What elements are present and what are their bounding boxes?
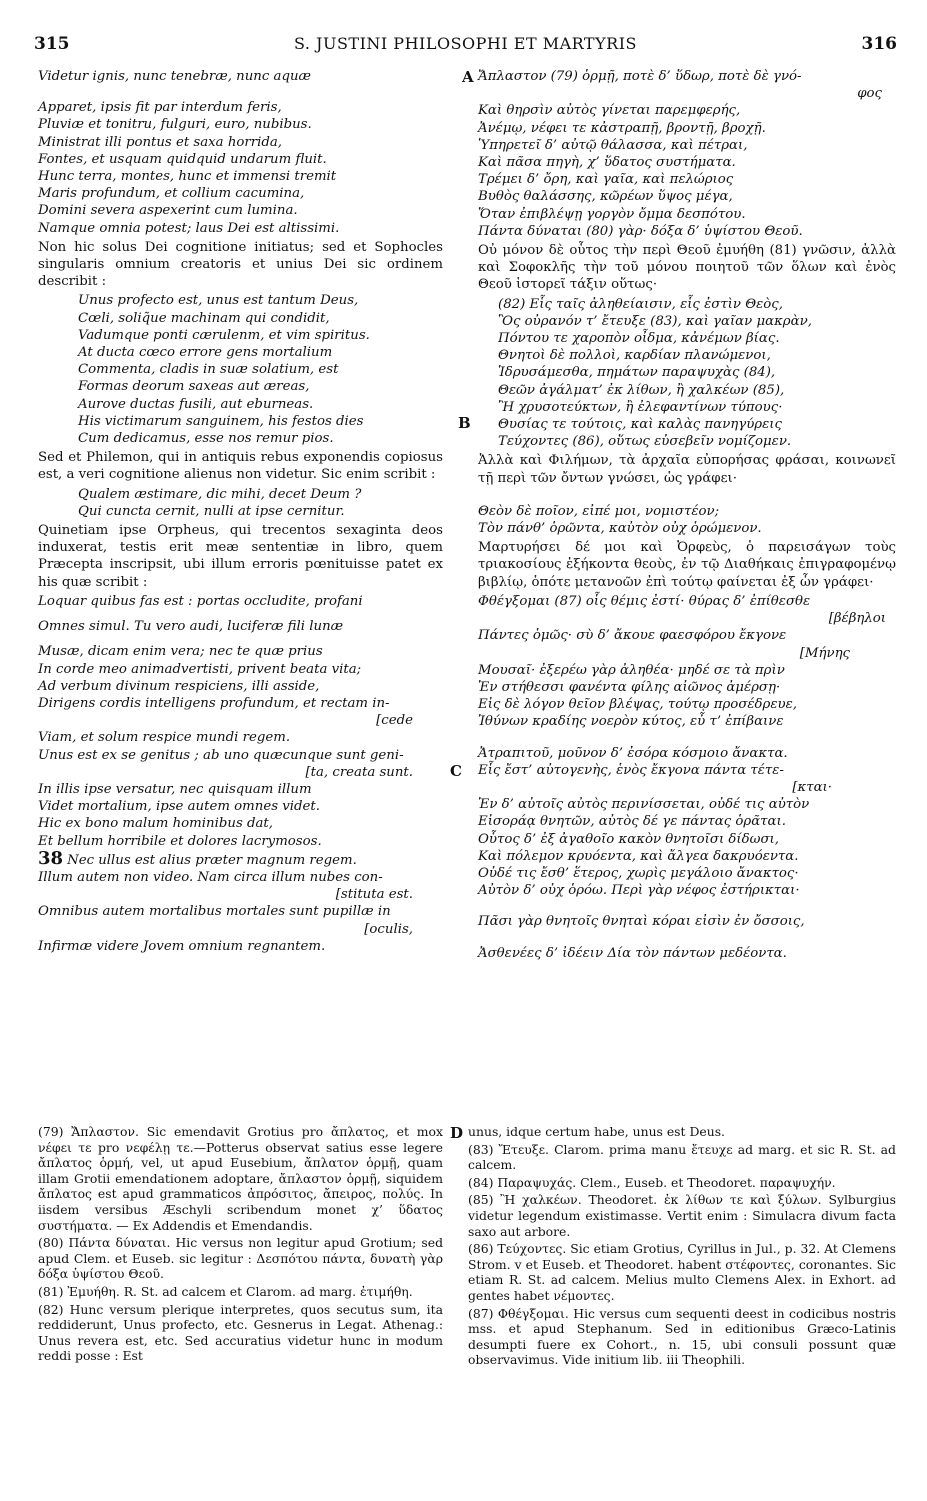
verse-line: Namque omnia potest; laus Dei est altissimi. [38, 220, 340, 236]
footnote: (87) Φθέγξομαι. Hic versus cum sequenti deest in codicibus nostris mss. et apud Stephanum. Sed in editionibus Græco-Latinis desumpti fuere ex Cohort., n. 15, ubi consuli possunt quæ observavimus. Vide initium lib. iii Theophili. [468, 1305, 896, 1368]
page-number-left: 315 [34, 34, 70, 54]
verse-line: Ἰθύνων κραδίης νοερὸν κύτος, εὖ τ’ ἐπίβαινε [478, 714, 784, 730]
verse-line: Videtur ignis, nunc tenebræ, nunc aquæ [38, 69, 312, 84]
verse-line: Καὶ πόλεμον κρυόεντα, καὶ ἄλγεα δακρυόεντα. [478, 848, 799, 864]
verse-line: Qualem æstimare, dic mihi, decet Deum ? [78, 486, 362, 502]
latin-prose-philemon-intro: Sed et Philemon, qui in antiquis rebus exponendis copiosus est, a veri cognitione alienus non videtur. Sic enim scribit : [38, 450, 443, 483]
latin-verse-aeschylus [38, 68, 443, 237]
verse-line: Φθέγξομαι (87) οἷς θέμις ἐστί· θύρας δ’ ἐπίθεσθε [478, 593, 811, 609]
verse-line: Θνητοὶ δὲ πολλοὶ, καρδίαν πλανώμενοι, [498, 348, 771, 364]
verse-line: In illis ipse versatur, nec quisquam illum [38, 781, 312, 797]
verse-line: In corde meo animadvertisti, privent beata vita; [38, 661, 362, 677]
verse-line: Maris profundum, et collium cacumina, [38, 186, 305, 202]
verse-line: Πάντα δύναται (80) γὰρ· δόξα δ’ ὑψίστου Θεοῦ. [478, 223, 803, 239]
margin-letter-d: D [450, 1124, 464, 1142]
verse-line: Ἐν δ’ αὐτοῖς αὐτὸς περινίσσεται, οὐδέ τις αὐτὸν [478, 797, 810, 813]
verse-line: Ἱδρυσάμεσθα, πημάτων παραψυχὰς (84), [498, 365, 776, 381]
verse-line: Fontes, et usquam quidquid undarum fluit. [38, 151, 327, 167]
verse-line: Et bellum horribile et dolores lacrymosos. [38, 833, 322, 849]
verse-line: Βυθὸς θαλάσσης, κῶρέων ὕψος μέγα, [478, 189, 733, 205]
verse-line: Εἰς δὲ λόγον θεῖον βλέψας, τούτῳ προσέδρευε, [478, 697, 797, 713]
verse-line: Hunc terra, montes, hunc et immensi tremit [38, 169, 337, 185]
margin-letter-a: A [462, 68, 474, 86]
verse-line: Καὶ πᾶσα πηγὴ, χ’ ὕδατος συστήματα. [478, 155, 736, 171]
verse-line: Ἢ χρυσοτεύκτων, ἢ ἐλεφαντίνων τύπους· [498, 399, 783, 415]
verse-line-continuation: [κται· [792, 779, 832, 795]
verse-line-continuation: [βέβηλοι [828, 611, 886, 627]
latin-column [38, 68, 443, 955]
verse-line: Pluviæ et tonitru, fulguri, euro, nubibus. [38, 117, 312, 133]
verse-line: Ministrat illi pontus et saxa horrida, [38, 134, 283, 150]
verse-line: Εἷς ἔστ’ αὐτογενὴς, ἑνὸς ἔκγονα πάντα τέτε- [478, 762, 784, 778]
verse-line: Οὐδέ τις ἔσθ’ ἕτερος, χωρὶς μεγάλοιο ἄνακτος· [478, 865, 799, 881]
latin-verse-orpheus [38, 593, 443, 955]
verse-line: Θεὸν δὲ ποῖον, εἰπέ μοι, νομιστέον; [478, 503, 720, 519]
verse-line-continuation: [stituta est. [335, 887, 413, 903]
verse-line: Unus est ex se genitus ; ab uno quæcunque sunt geni- [38, 747, 404, 763]
footnote: (82) Hunc versum plerique interpretes, quos secutus sum, ita reddiderunt, Unus profecto, etc. Gesnerus in Legat. Athenag.: Unus revera est, etc. Sed accuratius videtur hunc in modum reddi posse : Est [38, 1301, 443, 1364]
greek-column [478, 68, 896, 962]
verse-line-continuation: [oculis, [364, 921, 413, 937]
verse-line: Πάντες ὁμῶς· σὺ δ’ ἄκουε φαεσφόρου ἔκγονε [478, 628, 787, 644]
verse-line: Apparet, ipsis fit par interdum feris, [38, 100, 282, 116]
verse-line: Domini severa aspexerint cum lumina. [38, 203, 298, 219]
footnotes-right [468, 1124, 896, 1368]
verse-line: Ἐν στήθεσσι φανέντα φίλης αἰῶνος ἀμέρσῃ· [478, 679, 781, 695]
greek-prose-orpheus-intro: Μαρτυρήσει δέ μοι καὶ Ὀρφεὺς, ὁ παρεισάγων τοὺς τριακοσίους ἑξήκοντα θεοὺς, ἐν τῷ Διαθήκαις ἐπιγραφομένῳ βιβλίῳ, ὁπότε μετανοῶν ἐπὶ τούτῳ φαίνεται ἐξ ὧν γράφει· [478, 540, 896, 590]
verse-line: Οὗτος δ’ ἐξ ἀγαθοῖο κακὸν θνητοῖσι δίδωσι, [478, 831, 779, 847]
footnote: (84) Παραψυχάς. Clem., Euseb. et Theodoret. παραψυχήν. [468, 1174, 836, 1190]
verse-line: Τρέμει δ’ ὄρη, καὶ γαῖα, καὶ πελώριος [478, 172, 734, 188]
verse-line-continuation: [ta, creata sunt. [305, 764, 413, 780]
verse-line: Unus profecto est, unus est tantum Deus, [78, 293, 359, 309]
verse-line: Πόντου τε χαροπὸν οἶδμα, κἀνέμων βίας. [498, 331, 780, 347]
greek-prose-philemon-intro: Ἀλλὰ καὶ Φιλήμων, τὰ ἀρχαῖα εὐπορήσας φράσαι, κοινωνεῖ τῇ περὶ τῶν ὄντων γνώσει, ὡς γράφει· [478, 453, 896, 486]
verse-line: Αὐτὸν δ’ οὐχ ὁρόω. Περὶ γὰρ νέφος ἐστήρικται· [478, 883, 800, 899]
verse-line: Cum dedicamus, esse nos remur pios. [78, 431, 334, 447]
verse-line-numbered: 38 Nec ullus est alius præter magnum regem. [38, 847, 357, 869]
verse-line: Ὅταν ἐπιβλέψῃ γοργὸν ὄμμα δεσπότου. [478, 206, 746, 222]
verse-line: At ducta cœco errore gens mortalium [78, 345, 333, 361]
verse-line: Illum autem non video. Nam circa illum nubes con- [38, 869, 383, 885]
verse-line: Infirmæ videre Jovem omnium regnantem. [38, 938, 326, 954]
verse-line: Ad verbum divinum respiciens, illi asside, [38, 678, 320, 694]
verse-line: Εἰσοράᾳ θνητῶν, αὐτὸς δέ γε πάντας ὁρᾶται. [478, 814, 786, 830]
verse-line-continuation: [Μήνης [799, 645, 850, 661]
verse-line: Ἄπλαστον (79) ὁρμῇ, ποτὲ δ’ ὕδωρ, ποτὲ δὲ γνό- [478, 69, 802, 84]
greek-verse-aeschylus [478, 68, 896, 240]
verse-line: Qui cuncta cernit, nulli at ipse cernitur. [78, 503, 345, 519]
verse-line: Omnes simul. Tu vero audi, luciferæ fili lunæ [38, 619, 344, 635]
verse-line: Dirigens cordis intelligens profundum, et rectam in- [38, 695, 390, 711]
greek-verse-orpheus [478, 593, 896, 962]
footnote: (79) Ἄπλαστον. Sic emendavit Grotius pro ἄπλατος, et mox νέφει τε pro νεφέλῃ τε.—Potterus observat satius esse legere ἄπλατος ὁρμή, vel, ut apud Eusebium, ἄπλατον ὁρμῇ, quam illam Grotii emendationem adoptare, ἄπλαστον ὁρμῇ, siquidem ἄπλατος est apud grammaticos ἀπρόσιτος, ἄπειρος, πολύς. In iisdem versibus Æschyli scribendum monet χ’ ὕδατος συστήματα. — Ex Addendis et Emendandis. [38, 1124, 443, 1233]
verse-line: Θυσίας τε τούτοις, καὶ καλὰς πανηγύρεις [498, 417, 782, 433]
page-number-right: 316 [861, 34, 897, 54]
verse-line: Videt mortalium, ipse autem omnes videt. [38, 799, 320, 815]
verse-line: Ἀτραπιτοῦ, μοῦνον δ’ ἐσόρα κόσμοιο ἄνακτα. [478, 745, 788, 761]
footnote: (80) Πάντα δύναται. Hic versus non legitur apud Grotium; sed apud Clem. et Euseb. sic legitur : Δεσπότου πάντα, δυνατὴ γὰρ δόξα ὑψίστου Θεοῦ. [38, 1235, 443, 1282]
verse-line: Ἀνέμῳ, νέφει τε κἀστραπῇ, βροντῇ, βροχῇ. [478, 120, 766, 136]
verse-line: Omnibus autem mortalibus mortales sunt pupillæ in [38, 904, 391, 920]
verse-line: Hic ex bono malum hominibus dat, [38, 816, 274, 832]
verse-line: Loquar quibus fas est : portas occludite, profani [38, 593, 363, 609]
verse-line: Τὸν πάνθ’ ὁρῶντα, καὐτὸν οὐχ ὁρώμενον. [478, 521, 762, 537]
footnote: (85) Ἢ χαλκέων. Theodoret. ἐκ λίθων τε καὶ ξύλων. Sylburgius videtur legendum existimasse. Vertit enim : Simulacra divum facta saxo aut arbore. [468, 1192, 896, 1239]
greek-prose-sophocles-intro: Οὐ μόνον δὲ οὗτος τὴν περὶ Θεοῦ ἐμυήθη (81) γνῶσιν, ἀλλὰ καὶ Σοφοκλῆς τὴν τοῦ μόνου ποιητοῦ τῶν ὅλων καὶ ἑνὸς Θεοῦ ἱστορεῖ τάξιν οὕτως· [478, 243, 896, 293]
latin-prose-sophocles-intro: Non hic solus Dei cognitione initiatus; sed et Sophocles singularis omnium creatoris et unius Dei sic ordinem describit : [38, 239, 443, 290]
verse-line: Τεύχοντες (86), οὕτως εὐσεβεῖν νομίζομεν. [498, 434, 792, 450]
verse-line: Ὑπηρετεῖ δ’ αὐτῷ θάλασσα, καὶ πέτραι, [478, 137, 748, 153]
verse-line: (82) Εἷς ταῖς ἀληθείαισιν, εἷς ἐστὶν Θεὸς, [498, 296, 783, 312]
footnotes-left [38, 1124, 443, 1364]
verse-line: Musæ, dicam enim vera; nec te quæ prius [38, 644, 323, 660]
verse-line: Πᾶσι γὰρ θνητοῖς θνηταὶ κόραι εἰσὶν ἐν ὄσσοις, [478, 914, 805, 930]
latin-verse-sophocles [38, 292, 443, 447]
running-title: S. JUSTINI PHILOSOPHI ET MARTYRIS [293, 34, 637, 53]
running-header [34, 34, 897, 58]
verse-line: Vadumque ponti cærulenm, et vim spiritus. [78, 327, 370, 343]
verse-line: His victimarum sanguinem, his festos dies [78, 413, 364, 429]
verse-line: Καὶ θηρσὶν αὐτὸς γίνεται παρεμφερής, [478, 103, 741, 119]
footnote: unus, idque certum habe, unus est Deus. [468, 1124, 725, 1139]
footnote: (81) Ἐμυήθη. R. St. ad calcem et Clarom. ad marg. ἐτιμήθη. [38, 1283, 413, 1299]
verse-line: Θεῶν ἀγάλματ’ ἐκ λίθων, ἢ χαλκέων (85), [498, 382, 785, 398]
verse-line: Ὃς οὐρανόν τ’ ἔτευξε (83), καὶ γαῖαν μακρὰν, [498, 313, 812, 329]
verse-line: Formas deorum saxeas aut æreas, [78, 379, 310, 395]
margin-letter-b: B [458, 414, 471, 432]
verse-line: Commenta, cladis in suæ solatium, est [78, 362, 339, 378]
footnote: (86) Τεύχοντες. Sic etiam Grotius, Cyrillus in Jul., p. 32. At Clemens Strom. v et Euseb. et Theodoret. habent στέφοντες, coronantes. Sic etiam R. St. ad calcem. Melius multo Clemens Alex. in Exhort. ad gentes habet νέμοντες. [468, 1241, 896, 1303]
verse-line-continuation: φος [857, 86, 882, 102]
margin-section-number: 38 [38, 847, 64, 869]
margin-letter-c: C [450, 762, 462, 780]
verse-line-continuation: [cede [376, 713, 413, 729]
greek-verse-sophocles [478, 296, 896, 451]
footnote: (83) Ἔτευξε. Clarom. prima manu ἔτευχε ad marg. et sic R. St. ad calcem. [468, 1141, 896, 1173]
verse-line: Cœli, soliq̃ue machinam qui condidit, [78, 310, 330, 326]
verse-line: Μουσαῖ· ἐξερέω γὰρ ἀληθέα· μηδέ σε τὰ πρὶν [478, 662, 785, 678]
latin-prose-orpheus-intro: Quinetiam ipse Orpheus, qui trecentos sexaginta deos induxerat, testis erit meæ sententiæ in libro, quem Præcepta inscripsit, ubi illum erroris pœnituisse patet ex his quæ scribit : [38, 523, 443, 590]
greek-verse-philemon [478, 503, 896, 537]
verse-line: Viam, et solum respice mundi regem. [38, 730, 291, 746]
verse-line: Ἀσθενέες δ’ ἰδέειν Δία τὸν πάντων μεδέοντα. [478, 945, 787, 961]
verse-line: Aurove ductas fusili, aut eburneas. [78, 396, 314, 412]
latin-verse-philemon [38, 486, 443, 520]
